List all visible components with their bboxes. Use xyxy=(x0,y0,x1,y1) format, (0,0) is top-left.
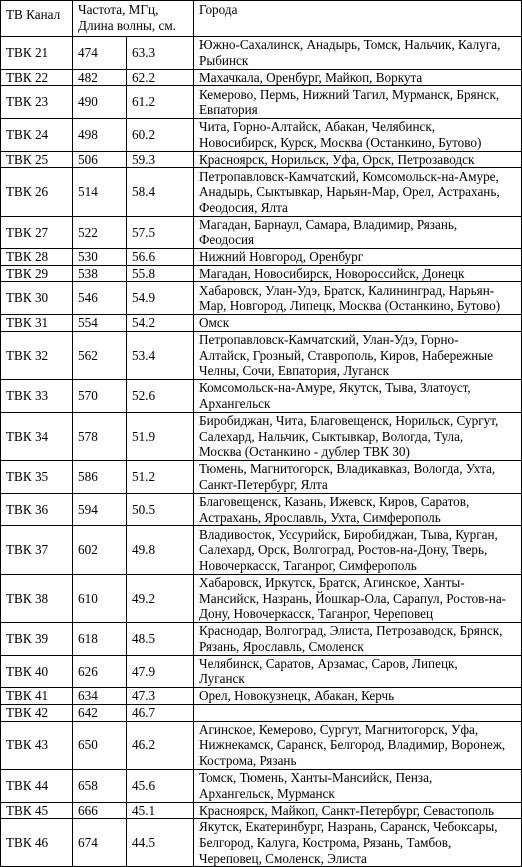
cities-cell xyxy=(194,704,522,721)
table-row xyxy=(1,331,522,379)
frequency-cell: 642 xyxy=(73,704,127,721)
cities-line: Луганск xyxy=(199,671,245,687)
header-wavelength: Длина волны, см. xyxy=(78,17,176,33)
table-row xyxy=(1,622,522,655)
cities-line: Петропавловск-Камчатский, Комсомольск-на-Амуре, xyxy=(199,168,499,184)
wavelength-cell: 55.8 xyxy=(127,265,194,282)
cities-cell xyxy=(194,655,522,688)
frequency-cell: 498 xyxy=(73,118,127,151)
frequency-cell: 522 xyxy=(73,216,127,249)
cities-line: Владивосток, Уссурийск, Биробиджан, Тыва, Курган, xyxy=(199,526,498,542)
cities-cell xyxy=(194,69,522,86)
cities-cell xyxy=(194,249,522,266)
frequency-cell: 602 xyxy=(73,526,127,574)
wavelength-cell: 50.5 xyxy=(127,493,194,526)
channel-cell: ТВК 24 xyxy=(1,118,73,151)
cities-line: Биробиджан, Чита, Благовещенск, Норильск, Сургут, xyxy=(199,412,499,428)
header-channel: ТВ Канал xyxy=(1,1,73,37)
table-row xyxy=(1,86,522,119)
frequency-cell: 658 xyxy=(73,769,127,802)
cities-line: Евпатория xyxy=(199,102,258,118)
channel-cell: ТВК 42 xyxy=(1,704,73,721)
wavelength-cell: 47.9 xyxy=(127,655,194,688)
cities-cell xyxy=(194,769,522,802)
wavelength-cell: 52.6 xyxy=(127,380,194,413)
table-row xyxy=(1,265,522,282)
cities-line: Тюмень, Магнитогорск, Владикавказ, Вологда, Ухта, xyxy=(199,461,496,477)
wavelength-cell: 49.2 xyxy=(127,574,194,622)
cities-line: Красноярск, Майкоп, Санкт-Петербург, Севастополь xyxy=(199,802,495,818)
wavelength-cell: 49.8 xyxy=(127,526,194,574)
wavelength-cell: 48.5 xyxy=(127,622,194,655)
cities-line: Рыбинск xyxy=(199,52,249,68)
table-row xyxy=(1,118,522,151)
channel-cell: ТВК 38 xyxy=(1,574,73,622)
cities-line: Череповец, Смоленск, Элиста xyxy=(199,850,367,866)
cities-cell xyxy=(194,721,522,769)
channel-cell: ТВК 21 xyxy=(1,37,73,70)
frequency-cell: 506 xyxy=(73,151,127,168)
cities-line: Челны, Сочи, Евпатория, Луганск xyxy=(199,363,389,379)
table-row xyxy=(1,151,522,168)
cities-line: Кострома, Рязань xyxy=(199,752,297,768)
wavelength-cell: 62.2 xyxy=(127,69,194,86)
channel-cell: ТВК 27 xyxy=(1,216,73,249)
cities-line: Комсомольск-на-Амуре, Якутск, Тыва, Златоуст, xyxy=(199,380,471,396)
header-frequency: Частота, МГц, xyxy=(78,2,159,17)
channel-cell: ТВК 45 xyxy=(1,802,73,819)
cities-line: Хабаровск, Иркутск, Братск, Агинское, Ханты- xyxy=(199,574,465,590)
wavelength-cell: 47.3 xyxy=(127,688,194,705)
channel-cell: ТВК 44 xyxy=(1,769,73,802)
cities-line: Красноярск, Норильск, Уфа, Орск, Петрозаводск xyxy=(199,151,475,167)
table-row xyxy=(1,37,522,70)
cities-line: Орел, Новокузнецк, Абакан, Керчь xyxy=(199,688,395,704)
cities-line: Махачкала, Оренбург, Майкоп, Воркута xyxy=(199,69,423,85)
cities-line: Мар, Новгород, Липецк, Москва (Останкино, Бутово) xyxy=(199,298,501,314)
wavelength-cell: 59.3 xyxy=(127,151,194,168)
header-cities: Города xyxy=(194,1,522,37)
table-row xyxy=(1,282,522,315)
table-row xyxy=(1,574,522,622)
cities-cell xyxy=(194,151,522,168)
table-row xyxy=(1,688,522,705)
cities-line: Феодосия xyxy=(199,232,255,248)
channel-cell: ТВК 26 xyxy=(1,168,73,216)
cities-cell xyxy=(194,460,522,493)
frequency-cell: 538 xyxy=(73,265,127,282)
cities-line: Салехард, Нальчик, Сыктывкар, Вологда, Тула, xyxy=(199,428,464,444)
frequency-cell: 482 xyxy=(73,69,127,86)
wavelength-cell: 44.5 xyxy=(127,819,194,867)
frequency-cell: 674 xyxy=(73,819,127,867)
frequency-cell: 530 xyxy=(73,249,127,266)
cities-line: Краснодар, Волгоград, Элиста, Петрозаводск, Брянск, xyxy=(199,623,503,639)
table-body xyxy=(1,37,522,867)
cities-line: Новосибирск, Курск, Москва (Останкино, Бутово) xyxy=(199,134,482,150)
channel-cell: ТВК 23 xyxy=(1,86,73,119)
cities-cell xyxy=(194,819,522,867)
cities-cell xyxy=(194,802,522,819)
cities-line: Салехард, Орск, Волгоград, Ростов-на-Дону, Тверь, xyxy=(199,542,488,558)
wavelength-cell: 45.6 xyxy=(127,769,194,802)
cities-cell xyxy=(194,526,522,574)
channel-cell: ТВК 29 xyxy=(1,265,73,282)
table-row xyxy=(1,493,522,526)
cities-line: Новочеркасск, Таганрог, Симферополь xyxy=(199,557,417,573)
channel-cell: ТВК 34 xyxy=(1,412,73,460)
wavelength-cell: 57.5 xyxy=(127,216,194,249)
cities-line: Благовещенск, Казань, Ижевск, Киров, Саратов, xyxy=(199,493,470,509)
frequency-cell: 586 xyxy=(73,460,127,493)
wavelength-cell: 45.1 xyxy=(127,802,194,819)
channel-cell: ТВК 46 xyxy=(1,819,73,867)
wavelength-cell: 60.2 xyxy=(127,118,194,151)
cities-line: Архангельск xyxy=(199,395,271,411)
cities-line: Петропавловск-Камчатский, Улан-Удэ, Горно- xyxy=(199,331,459,347)
table-row xyxy=(1,168,522,216)
cities-line: Астрахань, Ярославль, Ухта, Симферополь xyxy=(199,509,441,525)
frequency-cell: 490 xyxy=(73,86,127,119)
table-row xyxy=(1,69,522,86)
frequency-cell: 626 xyxy=(73,655,127,688)
cities-line: Нижний Новгород, Оренбург xyxy=(199,249,364,265)
cities-line: Кемерово, Пермь, Нижний Тагил, Мурманск, Брянск, xyxy=(199,86,500,102)
table-row xyxy=(1,249,522,266)
table-row xyxy=(1,315,522,332)
frequency-cell: 546 xyxy=(73,282,127,315)
cities-line: Анадырь, Сыктывкар, Нарьян-Мар, Орел, Астрахань, xyxy=(199,184,500,200)
cities-cell xyxy=(194,688,522,705)
channel-cell: ТВК 22 xyxy=(1,69,73,86)
table-row xyxy=(1,412,522,460)
wavelength-cell: 63.3 xyxy=(127,37,194,70)
cities-cell xyxy=(194,315,522,332)
table-row xyxy=(1,769,522,802)
frequency-cell: 570 xyxy=(73,380,127,413)
header-frequency-wavelength xyxy=(73,1,194,37)
cities-line: Дону, Новочеркасск, Таганрог, Череповец xyxy=(199,606,434,622)
wavelength-cell: 51.9 xyxy=(127,412,194,460)
cities-cell xyxy=(194,282,522,315)
cities-line: Магадан, Новосибирск, Новороссийск, Донецк xyxy=(199,265,465,281)
channel-cell: ТВК 30 xyxy=(1,282,73,315)
channel-cell: ТВК 37 xyxy=(1,526,73,574)
cities-line: Хабаровск, Улан-Удэ, Братск, Калининград, Нарьян- xyxy=(199,282,495,298)
cities-cell xyxy=(194,412,522,460)
cities-line: Феодосия, Ялта xyxy=(199,199,288,215)
wavelength-cell: 61.2 xyxy=(127,86,194,119)
cities-cell xyxy=(194,118,522,151)
frequency-cell: 634 xyxy=(73,688,127,705)
frequency-cell: 554 xyxy=(73,315,127,332)
channel-cell: ТВК 28 xyxy=(1,249,73,266)
channel-cell: ТВК 40 xyxy=(1,655,73,688)
wavelength-cell: 46.2 xyxy=(127,721,194,769)
channel-cell: ТВК 35 xyxy=(1,460,73,493)
cities-cell xyxy=(194,168,522,216)
table-row xyxy=(1,460,522,493)
channel-cell: ТВК 25 xyxy=(1,151,73,168)
cities-line: Томск, Тюмень, Ханты-Мансийск, Пенза, xyxy=(199,770,433,786)
cities-cell xyxy=(194,331,522,379)
header-row xyxy=(1,1,522,37)
cities-cell xyxy=(194,622,522,655)
cities-line: Санкт-Петербург, Ялта xyxy=(199,476,328,492)
cities-line: Мансийск, Назрань, Йошкар-Ола, Сарапул, Ростов-на- xyxy=(199,590,507,606)
channel-cell: ТВК 41 xyxy=(1,688,73,705)
frequency-cell: 514 xyxy=(73,168,127,216)
cities-cell xyxy=(194,265,522,282)
frequency-cell: 618 xyxy=(73,622,127,655)
table-row xyxy=(1,216,522,249)
cities-line: Якутск, Екатеринбург, Назрань, Саранск, Чебоксары, xyxy=(199,819,498,835)
channel-cell: ТВК 36 xyxy=(1,493,73,526)
table-row xyxy=(1,380,522,413)
table-row xyxy=(1,721,522,769)
cities-line: Магадан, Барнаул, Самара, Владимир, Рязань, xyxy=(199,216,458,232)
table-row xyxy=(1,655,522,688)
cities-cell xyxy=(194,380,522,413)
cities-cell xyxy=(194,216,522,249)
frequency-cell: 610 xyxy=(73,574,127,622)
frequency-cell: 650 xyxy=(73,721,127,769)
cities-line: Рязань, Ярославль, Смоленск xyxy=(199,638,364,654)
cities-cell xyxy=(194,37,522,70)
table-row xyxy=(1,819,522,867)
table-row xyxy=(1,704,522,721)
cities-line: Чита, Горно-Алтайск, Абакан, Челябинск, xyxy=(199,119,436,135)
frequency-cell: 562 xyxy=(73,331,127,379)
frequency-cell: 474 xyxy=(73,37,127,70)
cities-line: Нижнекамск, Саранск, Белгород, Владимир, Воронеж, xyxy=(199,737,506,753)
channel-cell: ТВК 31 xyxy=(1,315,73,332)
wavelength-cell: 56.6 xyxy=(127,249,194,266)
channel-cell: ТВК 33 xyxy=(1,380,73,413)
wavelength-cell: 54.9 xyxy=(127,282,194,315)
frequency-cell: 578 xyxy=(73,412,127,460)
wavelength-cell: 54.2 xyxy=(127,315,194,332)
channel-cell: ТВК 32 xyxy=(1,331,73,379)
wavelength-cell: 51.2 xyxy=(127,460,194,493)
cities-line: Омск xyxy=(199,315,230,331)
channel-cell: ТВК 43 xyxy=(1,721,73,769)
wavelength-cell: 58.4 xyxy=(127,168,194,216)
cities-cell xyxy=(194,86,522,119)
channel-cell: ТВК 39 xyxy=(1,622,73,655)
table-row xyxy=(1,802,522,819)
table-row xyxy=(1,526,522,574)
wavelength-cell: 46.7 xyxy=(127,704,194,721)
frequency-cell: 594 xyxy=(73,493,127,526)
cities-line: Челябинск, Саратов, Арзамас, Саров, Липецк, xyxy=(199,655,458,671)
cities-line: Москва (Останкино - дублер ТВК 30) xyxy=(199,444,410,460)
cities-line: Белгород, Калуга, Кострома, Рязань, Тамбов, xyxy=(199,834,452,850)
frequency-cell: 666 xyxy=(73,802,127,819)
cities-line: Южно-Сахалинск, Анадырь, Томск, Нальчик, Калуга, xyxy=(199,37,501,53)
cities-cell xyxy=(194,574,522,622)
cities-line: Агинское, Кемерово, Сургут, Магнитогорск, Уфа, xyxy=(199,721,479,737)
cities-line: Архангельск, Мурманск xyxy=(199,785,335,801)
cities-cell xyxy=(194,493,522,526)
wavelength-cell: 53.4 xyxy=(127,331,194,379)
cities-line: Алтайск, Грозный, Ставрополь, Киров, Набережные xyxy=(199,347,493,363)
